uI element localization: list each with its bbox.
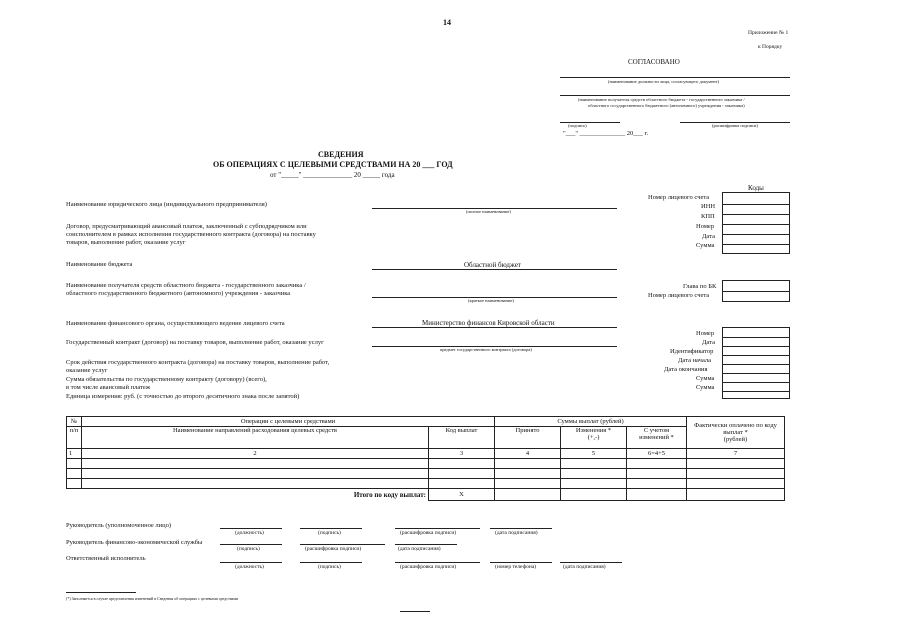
total-x: Х [429, 489, 495, 501]
table-row[interactable] [67, 459, 785, 469]
sig-head-label: Руководитель (уполномоченное лицо) [66, 522, 172, 529]
sig-econ-sign-cap: (подпись) [237, 546, 260, 552]
total-changes [561, 489, 627, 501]
label-inn: ИНН [701, 203, 716, 210]
field-sum-l2: в том числе авансовый платеж [66, 384, 151, 391]
label-date: Дата [702, 233, 715, 240]
sig-exec-pos-line [220, 562, 282, 563]
sig-econ-sign-line [220, 544, 282, 545]
codes-header: Коды [748, 184, 764, 192]
fin-body-line [372, 327, 617, 328]
label-amount-2: Сумма [696, 375, 715, 382]
appendix-line-1: Приложение № 1 [748, 30, 789, 36]
fin-body-value: Министерство финансов Кировской области [422, 319, 555, 327]
col-num-4: 4 [495, 449, 561, 459]
sig-head-date-line [490, 528, 552, 529]
sig-head-pos-line [220, 528, 282, 529]
sig-head-date-cap: (дата подписания) [495, 530, 538, 536]
gov-contract-caption: предмет государственного контракта (договора) [440, 347, 532, 352]
sig-econ-decode-cap: (расшифровка подписи) [305, 546, 362, 552]
budget-line [372, 269, 617, 270]
approval-caption-2b: областного государственного бюджетного (автономного) учреждения - заказчика) [588, 103, 745, 108]
label-amount: Сумма [696, 242, 715, 249]
sig-exec-sign-cap: (подпись) [318, 564, 341, 570]
col-num-2: 2 [82, 449, 429, 459]
total-including [627, 489, 687, 501]
label-date-2: Дата [702, 339, 715, 346]
footnote-rule [66, 592, 136, 593]
header-no-2: п/п [67, 427, 82, 449]
codes-box-3 [722, 327, 790, 399]
title-line-2: ОБ ОПЕРАЦИЯХ С ЦЕЛЕВЫМИ СРЕДСТВАМИ НА 20 ___ ГОД [213, 160, 453, 169]
approval-date: "___" ______________ 20___ г. [563, 130, 649, 137]
appendix-line-2: к Порядку [758, 44, 783, 50]
bottom-rule [400, 611, 430, 612]
sig-econ-label: Руководитель финансово-экономической службы [66, 539, 203, 546]
header-accepted: Принято [495, 427, 561, 449]
header-ops: Операции с целевыми средствами [82, 417, 495, 427]
field-budget-name: Наименование бюджета [66, 261, 133, 268]
short-name-caption: (краткое наименование) [468, 298, 514, 303]
field-recipient-l1: Наименование получателя средств областного бюджета - государственного заказчика / [66, 282, 306, 289]
sig-head-sign-cap: (подпись) [318, 530, 341, 536]
field-legal-name: Наименование юридического лица (индивидуального предпринимателя) [66, 201, 267, 208]
sig-exec-decode-cap: (расшифровка подписи) [400, 564, 457, 570]
approval-title: СОГЛАСОВАНО [628, 58, 680, 66]
label-number-2: Номер [696, 330, 715, 337]
sig-exec-sign-line [300, 562, 362, 563]
label-kpp: КПП [701, 213, 715, 220]
table-row[interactable] [67, 469, 785, 479]
field-unit: Единица измерения: руб. (с точностью до второго десятичного знака после запятой) [66, 393, 300, 400]
approval-sign-caption: (подпись) [568, 123, 587, 128]
approval-line-1 [560, 77, 790, 78]
field-fin-body: Наименование финансового органа, осуществляющего ведение лицевого счета [66, 320, 285, 327]
total-fact [687, 489, 785, 501]
field-gov-contract: Государственный контракт (договор) на поставку товаров, выполнение работ, оказание услуг [66, 339, 324, 346]
footnote: (*) Заполняется в случае представления изменений в Сведения об операциях с целевыми средствами [66, 596, 239, 601]
sig-exec-date-cap: (дата подписания) [563, 564, 606, 570]
field-contract-l3: товаров, выполнение работ, оказание услуг [66, 239, 186, 246]
approval-decode-caption: (расшифровка подписи) [712, 123, 758, 128]
header-code: Код выплат [429, 427, 495, 449]
total-label: Итого по коду выплат: [82, 489, 429, 501]
header-including: С учетом изменений * [627, 427, 687, 449]
table-row[interactable] [67, 479, 785, 489]
col-num-5: 5 [561, 449, 627, 459]
sig-head-decode-line [395, 528, 480, 529]
field-recipient-l2: областного государственного бюджетного (автономного) учреждения - заказчика [66, 290, 291, 297]
page-number: 14 [443, 18, 451, 27]
sig-econ-date-line [395, 544, 457, 545]
col-num-6: 6=4+5 [627, 449, 687, 459]
operations-table [66, 416, 785, 501]
label-glava: Глава по БК [683, 283, 717, 290]
approval-line-2 [560, 95, 790, 96]
label-amount-3: Сумма [696, 384, 715, 391]
full-name-caption: (полное наименование) [466, 209, 511, 214]
sig-exec-date-line [560, 562, 622, 563]
sig-econ-date-cap: (дата подписания) [398, 546, 441, 552]
col-num-3: 3 [429, 449, 495, 459]
sig-head-decode-cap: (расшифровка подписи) [400, 530, 457, 536]
label-start-date: Дата начала [678, 357, 712, 364]
label-end-date: Дата окончания [664, 366, 708, 373]
sig-exec-phone-cap: (номер телефона) [495, 564, 537, 570]
sig-econ-decode-line [300, 544, 385, 545]
label-account-2: Номер лицевого счета [648, 292, 710, 299]
sig-exec-label: Ответственный исполнитель [66, 555, 146, 562]
field-contract-l2: соисполнителем в рамках исполнения государственного контракта (договора) на поставку [66, 231, 316, 238]
header-directions: Наименование направлений расходования целевых средств [82, 427, 429, 449]
sig-head-pos-cap: (должность) [235, 530, 264, 536]
sig-head-sign-line [300, 528, 362, 529]
label-account: Номер лицевого счета [648, 194, 710, 201]
sig-exec-pos-cap: (должность) [235, 564, 264, 570]
title-line-1: СВЕДЕНИЯ [318, 150, 364, 159]
label-number: Номер [696, 223, 715, 230]
header-fact: Фактически оплачено по коду выплат * (рублей) [687, 417, 785, 449]
header-sums: Суммы выплат (рублей) [495, 417, 687, 427]
approval-caption-1: (наименование должности лица, согласующего документ) [608, 79, 720, 84]
total-accepted [495, 489, 561, 501]
field-sum-l1: Сумма обязательства по государственному контракту (договору) (всего), [66, 376, 267, 383]
approval-caption-2a: (наименование получателя средств областного бюджета - государственного заказчика / [578, 97, 745, 102]
field-contract-l1: Договор, предусматривающий авансовый платеж, заключенный с субподрядчиком или [66, 223, 307, 230]
col-num-7: 7 [687, 449, 785, 459]
field-term-l2: оказание услуг [66, 367, 108, 374]
sig-exec-decode-line [395, 562, 480, 563]
budget-value: Областной бюджет [464, 261, 521, 269]
header-no: № [67, 417, 82, 427]
sig-exec-phone-line [490, 562, 552, 563]
title-line-3: от "_____" ______________ 20 _____ года [270, 171, 395, 179]
label-identifier: Идентификатор [670, 348, 714, 355]
col-num-1: 1 [67, 449, 82, 459]
codes-box-1 [722, 192, 790, 254]
header-changes: Изменения * (+,-) [561, 427, 627, 449]
field-term-l1: Срок действия государственного контракта (договора) на поставку товаров, выполнение работ, [66, 359, 330, 366]
codes-box-2 [722, 280, 790, 302]
